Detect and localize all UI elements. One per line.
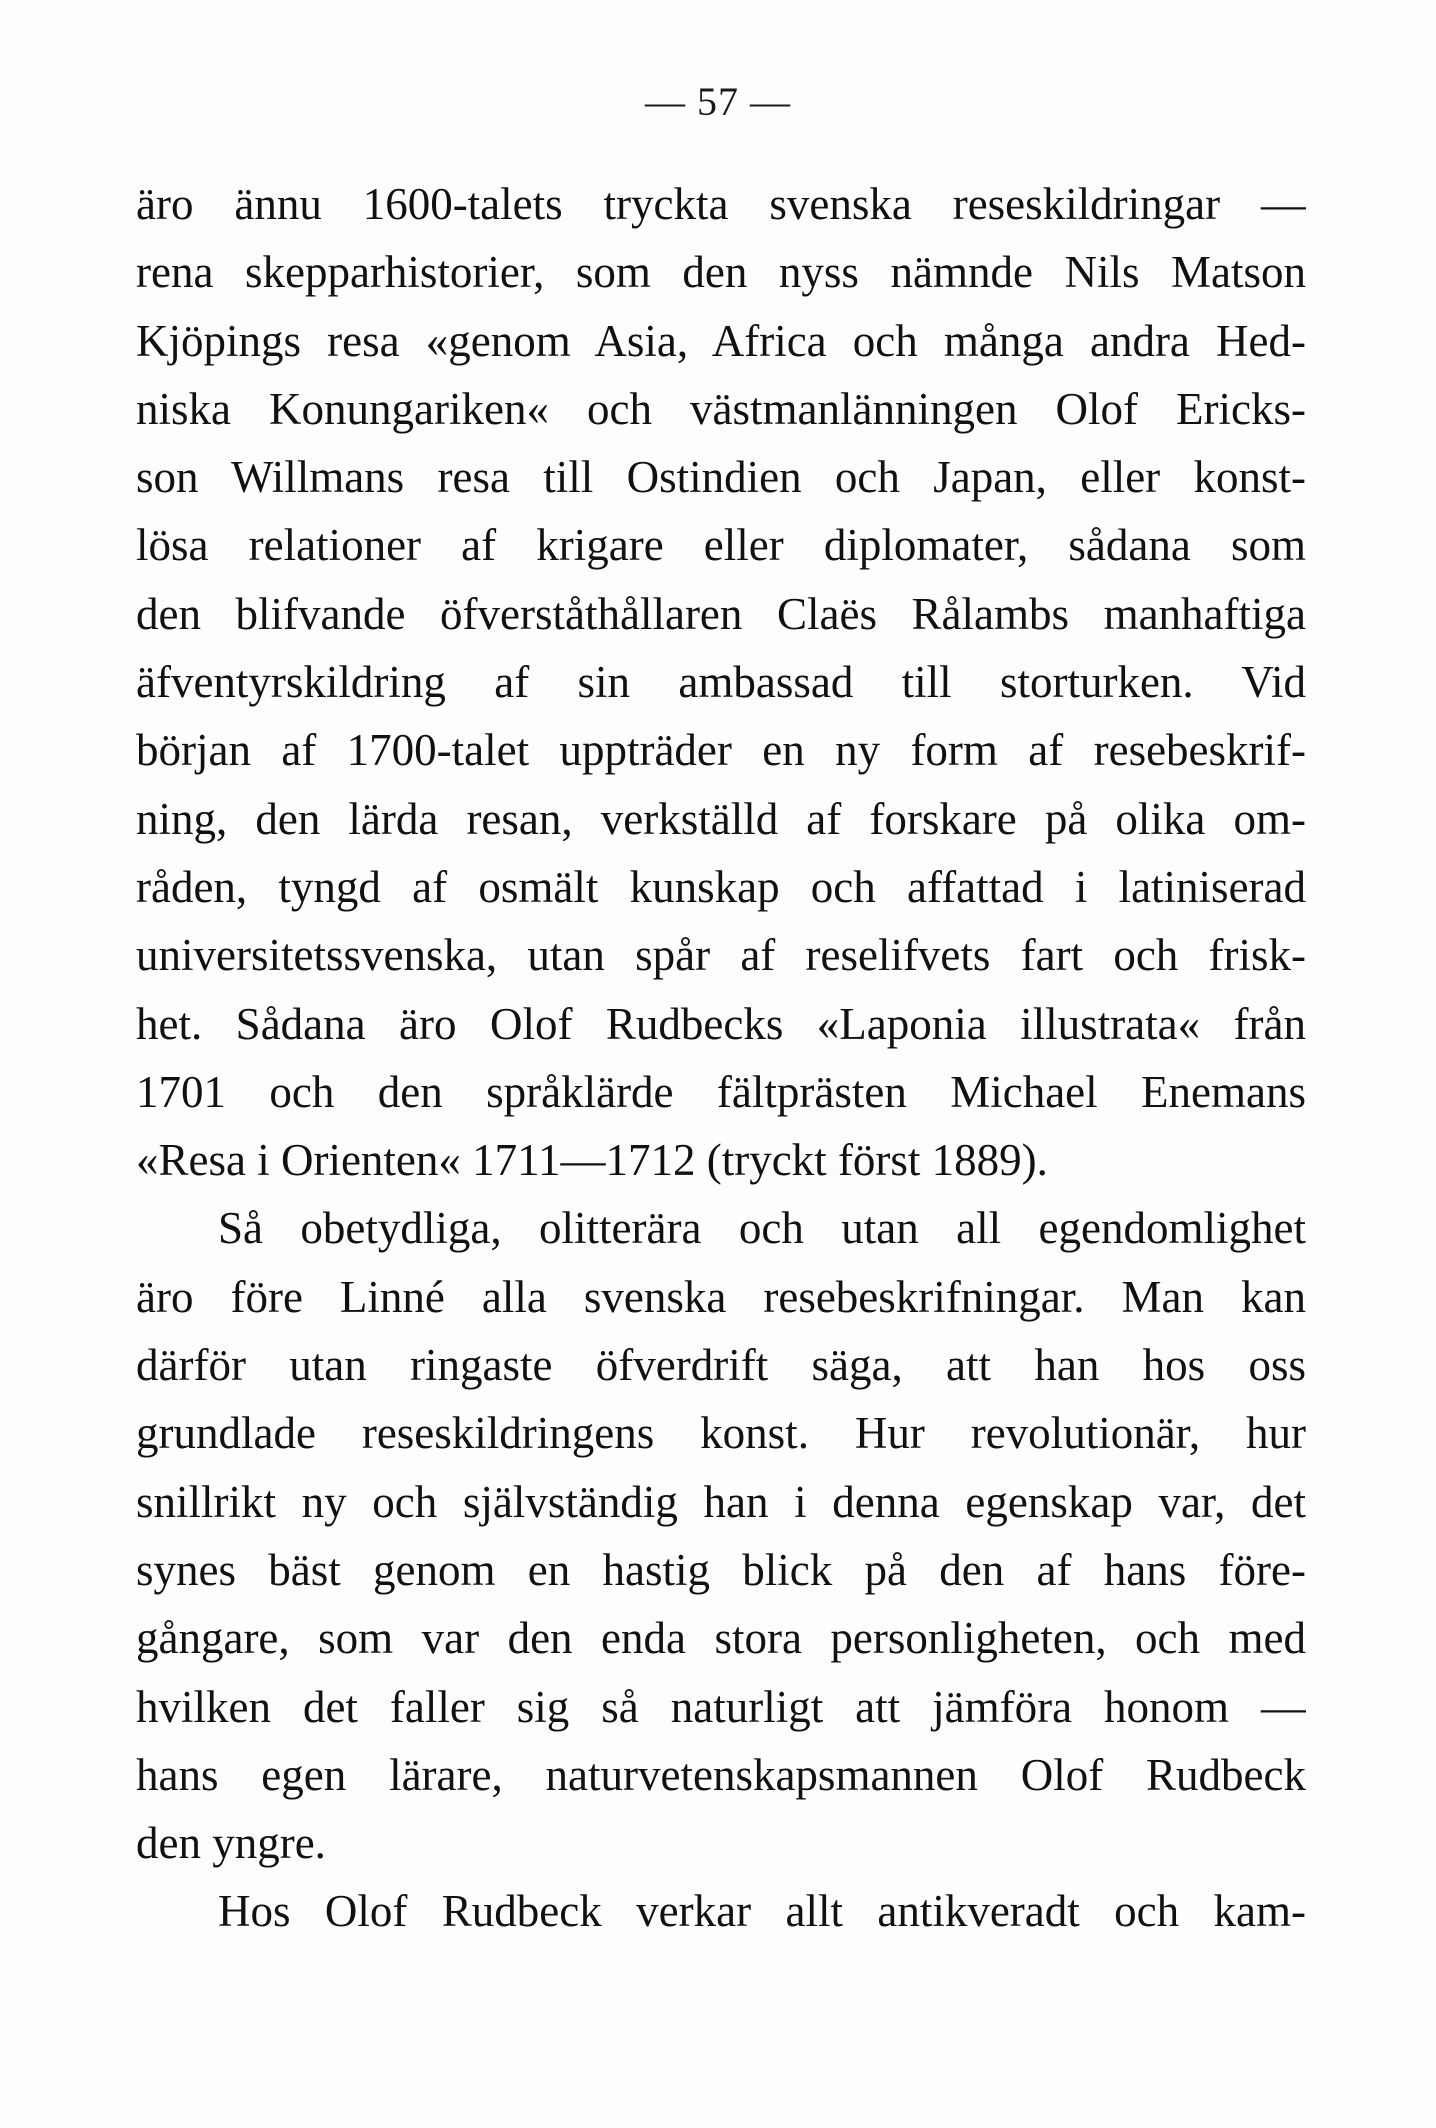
text-line: son Willmans resa till Ostindien och Japan, eller konst- bbox=[136, 452, 1306, 503]
text-line: het. Sådana äro Olof Rudbecks «Laponia illustrata« från bbox=[136, 998, 1306, 1049]
text-line: äro före Linné alla svenska resebeskrifningar. Man kan bbox=[136, 1271, 1306, 1322]
text-line: början af 1700-talet uppträder en ny form af resebeskrif- bbox=[136, 725, 1306, 776]
text-line: Hos Olof Rudbeck verkar allt antikveradt och kam- bbox=[218, 1886, 1306, 1937]
text-line: Så obetydliga, olitterära och utan all egendomlighet bbox=[218, 1203, 1306, 1254]
text-line: snillrikt ny och självständig han i denna egenskap var, det bbox=[136, 1476, 1306, 1527]
text-line: lösa relationer af krigare eller diplomater, sådana som bbox=[136, 520, 1306, 571]
text-line: 1701 och den språklärde fältprästen Michael Enemans bbox=[136, 1066, 1306, 1117]
text-line: grundlade reseskildringens konst. Hur revolutionär, hur bbox=[136, 1408, 1306, 1459]
text-line: rena skepparhistorier, som den nyss nämnde Nils Matson bbox=[136, 247, 1306, 298]
text-line: äro ännu 1600-talets tryckta svenska reseskildringar — bbox=[136, 179, 1306, 229]
page-number: — 57 — bbox=[645, 79, 791, 124]
text-line: niska Konungariken« och västmanlänningen Olof Ericks- bbox=[136, 383, 1306, 434]
text-line: därför utan ringaste öfverdrift säga, att han hos oss bbox=[136, 1340, 1306, 1391]
text-line: den blifvande öfverståthållaren Claës Rålambs manhaftiga bbox=[136, 588, 1306, 639]
text-line: «Resa i Orienten« 1711—1712 (tryckt först 1889). bbox=[136, 1135, 1048, 1186]
text-line: hvilken det faller sig så naturligt att jämföra honom — bbox=[136, 1681, 1306, 1732]
text-line: den yngre. bbox=[136, 1818, 326, 1869]
text-line: hans egen lärare, naturvetenskapsmannen Olof Rudbeck bbox=[136, 1749, 1306, 1800]
text-line: gångare, som var den enda stora personligheten, och med bbox=[136, 1613, 1306, 1664]
text-line: Kjöpings resa «genom Asia, Africa och många andra Hed- bbox=[136, 315, 1306, 366]
body-text bbox=[136, 170, 1306, 1946]
text-line: synes bäst genom en hastig blick på den af hans före- bbox=[136, 1544, 1306, 1595]
text-line: universitetssvenska, utan spår af reselifvets fart och frisk- bbox=[136, 930, 1306, 981]
text-line: ning, den lärda resan, verkställd af forskare på olika om- bbox=[136, 793, 1306, 844]
text-line: råden, tyngd af osmält kunskap och affattad i latiniserad bbox=[136, 861, 1306, 912]
text-line: äfventyrskildring af sin ambassad till storturken. Vid bbox=[136, 657, 1306, 708]
